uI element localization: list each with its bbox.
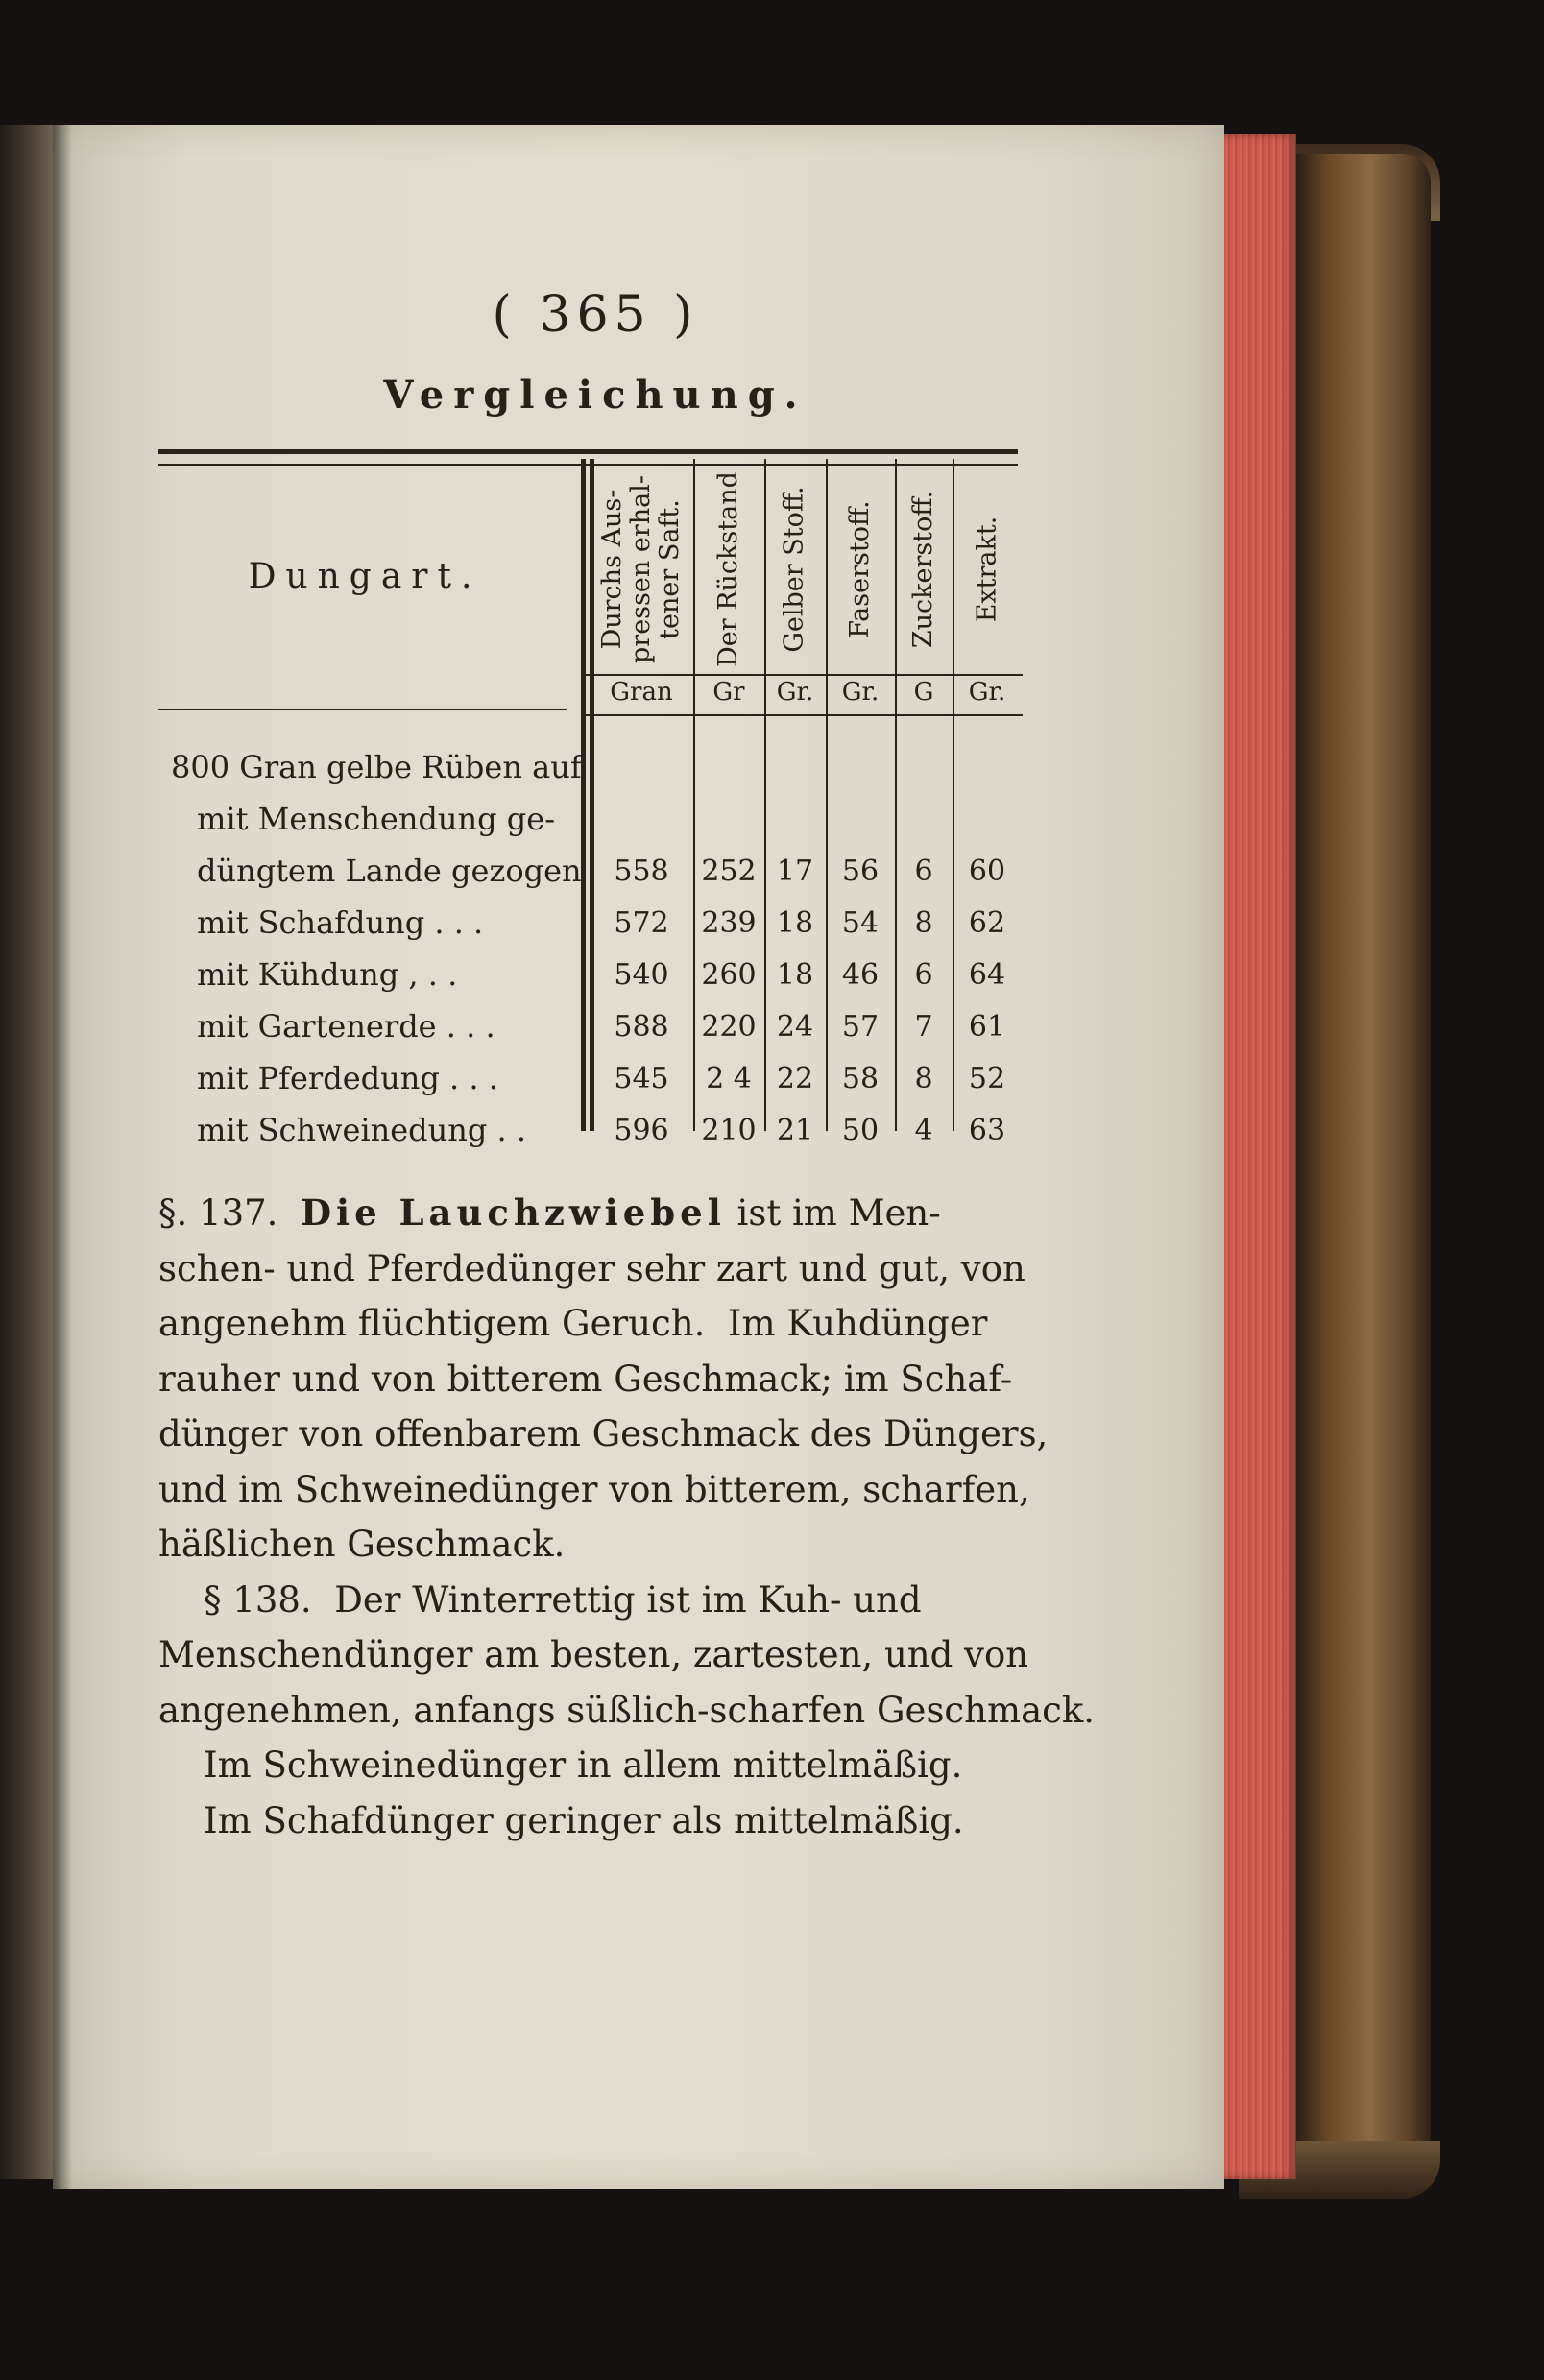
column-header [895,459,953,680]
table-cell: 56 [841,854,880,888]
paragraph [158,1573,1096,1849]
table-cell: 6 [914,958,933,992]
text-line [158,1793,1023,1849]
table-cell: 7 [914,1010,933,1044]
column-header [826,459,895,680]
line-text: schen- und Pferdedünger sehr zart und gut, von [158,1247,1025,1289]
row-intro-line: mit Menschendung ge- [197,801,556,837]
text-line [158,1738,1023,1793]
table-cell: 21 [776,1114,814,1147]
emphasized-term: Die Lauchzwiebel [300,1191,726,1234]
column-header-text: Faserstoff. [845,500,876,638]
table-cell: 596 [614,1114,669,1147]
column-header-text: Durchs Aus- pressen erhal- tener Saft. [597,475,685,663]
table-cell: 17 [776,854,814,888]
table-row-label: mit Gartenerde . . . [197,1008,495,1045]
paragraph [158,1186,1049,1573]
text-line [158,1517,1023,1573]
line-text: Der Winterrettig ist im Kuh- und [334,1578,922,1621]
table-cell: 22 [776,1062,814,1095]
table-row-label: mit Schweinedung . . [197,1112,527,1148]
table-cell: 4 [914,1114,933,1147]
table-cell: 57 [841,1010,880,1044]
table-cell: 8 [914,906,933,940]
table-cell: 252 [701,854,757,888]
table-cell: 24 [776,1010,814,1044]
section-heading: Vergleichung. [383,373,808,418]
table-cell: 63 [968,1114,1006,1147]
text-line [158,1627,1029,1683]
row-header-label: Dungart. [248,557,482,596]
column-header-text: Der Rückstand [713,471,744,667]
column-unit: Gran [610,678,673,707]
table-cell: 572 [614,906,669,940]
column-header [764,459,826,680]
table-cell: 239 [701,906,757,940]
spine-shadow [53,125,72,2189]
column-header-text: Zuckerstoff. [908,490,938,649]
unit-separator [586,674,1023,676]
table-cell: 260 [701,958,757,992]
column-unit: Gr. [968,678,1006,707]
body-text [158,1186,1096,1848]
table-row-label: düngtem Lande gezogen [197,853,582,889]
table-cell: 8 [914,1062,933,1095]
table-row-label: mit Pferdedung . . . [197,1060,498,1096]
line-text: Im Schweinedünger in allem mittelmäßig. [158,1744,963,1786]
table-cell: 220 [701,1010,757,1044]
line-text: Im Schafdünger geringer als mittelmäßig. [158,1799,964,1841]
table-cell: 18 [776,958,814,992]
line-text: dünger von offenbarem Geschmack des Düngers, [158,1413,1049,1454]
row-intro-line: 800 Gran gelbe Rüben auf [171,749,582,785]
red-page-edges [1224,134,1296,2179]
table-cell: 62 [968,906,1006,940]
table-cell: 2 4 [706,1062,752,1095]
table-row-label: mit Kühdung , . . [197,956,458,993]
table-cell: 50 [841,1114,880,1147]
table-cell: 60 [968,854,1006,888]
line-text: rauher und von bitterem Geschmack; im Schaf- [158,1358,1013,1400]
text-line [158,1352,1023,1407]
line-text: und im Schweinedünger von bitterem, scharfen, [158,1468,1030,1510]
table-row-label: mit Schafdung . . . [197,904,484,941]
table-cell: 210 [701,1114,757,1147]
table-cell: 540 [614,958,669,992]
text-line [158,1406,1049,1462]
section-number: § 138. [158,1578,335,1621]
text-line [158,1573,1023,1628]
text-line [158,1186,1023,1241]
column-unit: Gr. [776,678,814,707]
column-unit: Gr [712,678,745,707]
section-number: §. 137. [158,1192,301,1234]
book-cover [1296,154,1431,2179]
table-cell: 64 [968,958,1006,992]
table-cell: 46 [841,958,880,992]
column-header-text: Gelber Stoff. [780,486,809,653]
table-cell: 61 [968,1010,1006,1044]
column-header-text: Extrakt. [972,516,1001,623]
text-line [158,1462,1030,1518]
text-line [158,1683,1096,1739]
column-header [590,459,693,680]
column-unit: G [913,678,934,707]
table-cell: 6 [914,854,933,888]
table-cell: 18 [776,906,814,940]
table-cell: 558 [614,854,669,888]
table-cell: 58 [841,1062,880,1095]
table-cell: 545 [614,1062,669,1095]
table-cell: 588 [614,1010,669,1044]
line-text: angenehmen, anfangs süßlich-scharfen Geschmack. [158,1689,1096,1731]
line-text: Menschendünger am besten, zartesten, und von [158,1634,1029,1675]
book-page [53,125,1224,2189]
column-unit: Gr. [841,678,880,707]
line-text: häßlichen Geschmack. [158,1524,566,1565]
unit-separator-bottom [586,714,1023,716]
page-number: ( 365 ) [492,286,699,344]
text-line [158,1241,1023,1297]
table-cell: 54 [841,906,880,940]
header-separator [158,709,567,710]
left-page-edge [0,125,53,2179]
line-text: angenehm flüchtigem Geruch. Im Kuhdünger [158,1303,988,1344]
text-line [158,1296,1023,1352]
table-cell: 52 [968,1062,1006,1095]
table-rule [581,459,586,1131]
column-header [693,459,764,680]
column-header [953,459,1022,680]
line-text: ist im Men- [725,1192,941,1234]
